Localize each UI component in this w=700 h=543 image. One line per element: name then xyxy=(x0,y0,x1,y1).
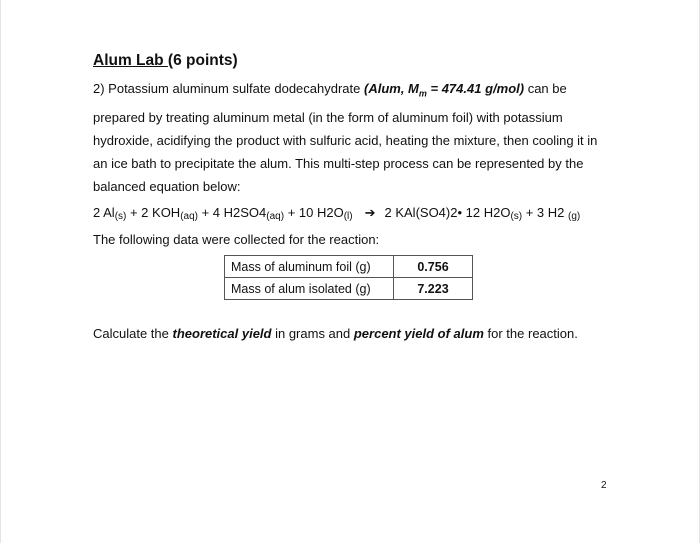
eq-state-h2: (g) xyxy=(568,211,581,222)
intro-line-3: hydroxide, acidifying the product with sulfuric acid, heating the mixture, then cooling it in xyxy=(93,132,598,148)
molar-mass-label: (Alum, M xyxy=(363,81,419,96)
molar-mass-value: = 474.41 g/mol) xyxy=(426,81,525,96)
eq-state-h2o: (l) xyxy=(343,211,353,222)
intro-text: 2) Potassium aluminum sulfate dodecahydrate xyxy=(93,81,364,96)
intro-line-4: an ice bath to precipitate the alum. This multi-step process can be represented by the xyxy=(93,155,584,171)
eq-term-koh: + 2 KOH xyxy=(126,205,181,220)
title-underlined: Alum Lab xyxy=(93,52,168,69)
molar-mass-subscript: m xyxy=(418,88,427,99)
balanced-equation xyxy=(93,205,580,222)
table-cell-value: 0.756 xyxy=(394,256,473,278)
intro-paragraph xyxy=(93,77,613,198)
reaction-arrow-icon: ➔ xyxy=(364,205,376,220)
data-intro-text: The following data were collected for the reaction: xyxy=(93,232,380,247)
table-row xyxy=(225,256,473,278)
eq-term-h2: + 3 H2 xyxy=(522,205,568,220)
eq-state-koh: (aq) xyxy=(180,211,198,222)
eq-term-h2o: + 10 H2O xyxy=(284,205,344,220)
eq-term-alum: 2 KAl(SO4)2• 12 H2O xyxy=(384,205,511,220)
intro-line-5: balanced equation below: xyxy=(93,178,241,194)
question-text xyxy=(93,326,578,341)
eq-state-al: (s) xyxy=(114,211,127,222)
intro-line-2: prepared by treating aluminum metal (in the form of aluminum foil) with potassium xyxy=(93,109,563,125)
question-part: Calculate the xyxy=(93,326,173,341)
table-row xyxy=(225,278,473,300)
eq-term-h2so4: + 4 H2SO4 xyxy=(197,205,267,220)
question-emphasis-percent: percent yield of alum xyxy=(353,326,484,341)
question-emphasis-theoretical: theoretical yield xyxy=(172,326,272,341)
question-part: in grams and xyxy=(271,326,354,341)
page-number: 2 xyxy=(601,480,607,491)
data-table xyxy=(224,255,473,300)
alum-molar-mass xyxy=(363,81,525,99)
question-part: for the reaction. xyxy=(483,326,578,341)
title-points: (6 points) xyxy=(167,52,238,69)
eq-term-al: 2 Al xyxy=(93,205,115,220)
eq-state-alum: (s) xyxy=(510,211,523,222)
intro-text-end: can be xyxy=(524,81,567,96)
eq-state-h2so4: (aq) xyxy=(266,211,285,222)
table-cell-label: Mass of alum isolated (g) xyxy=(225,278,394,300)
table-cell-label: Mass of aluminum foil (g) xyxy=(225,256,394,278)
page-title xyxy=(93,52,238,70)
table-cell-value: 7.223 xyxy=(394,278,473,300)
intro-line-1 xyxy=(93,77,613,106)
